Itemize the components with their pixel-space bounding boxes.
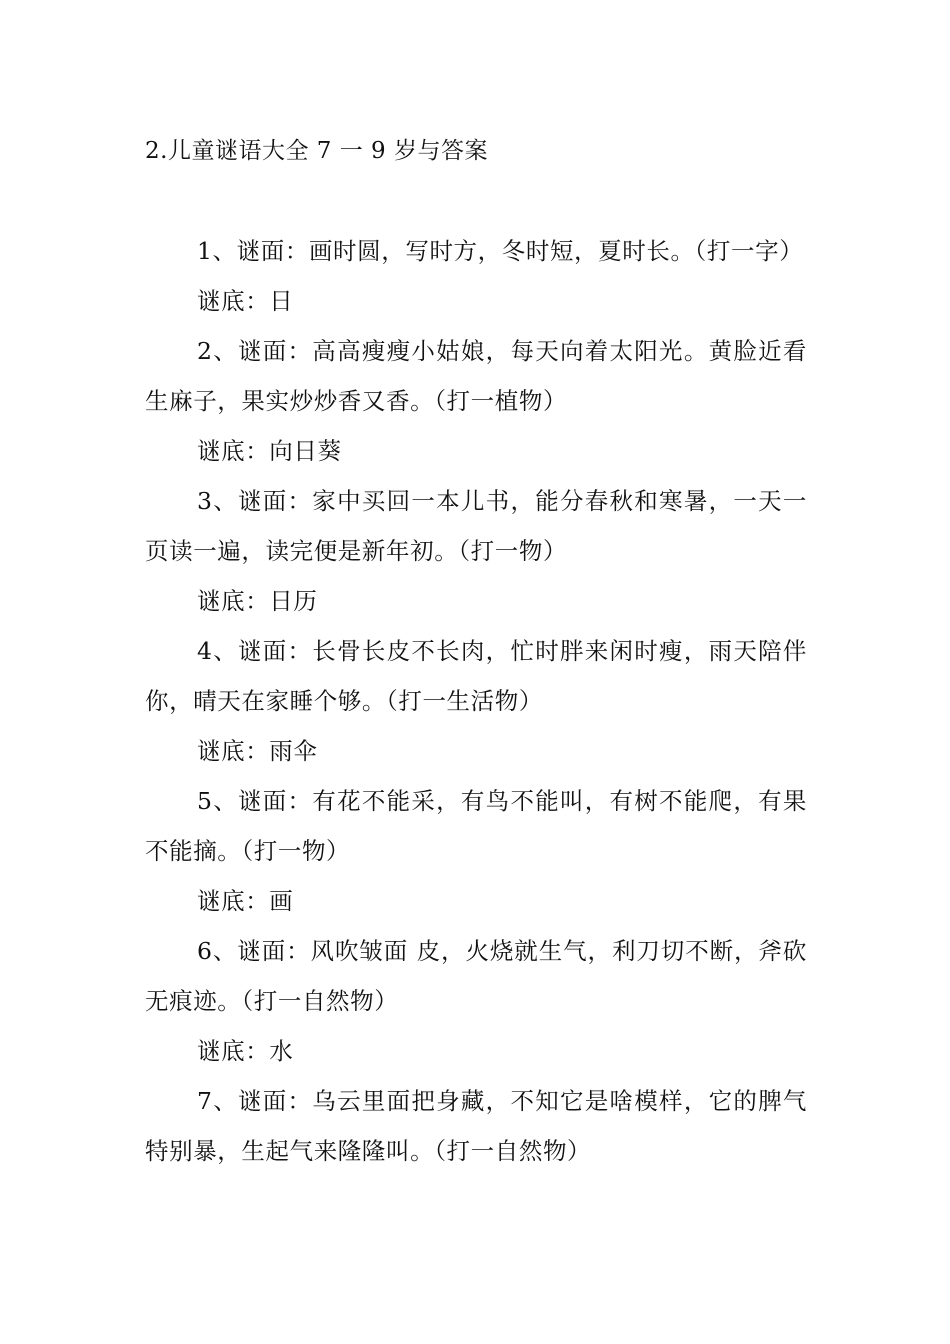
riddle-6-answer: 谜底：水 bbox=[197, 1037, 294, 1065]
riddle-2-question: 2、谜面：高高瘦瘦小姑娘，每天向着太阳光。黄脸近看生麻子，果实炒炒香又香。（打一植物） bbox=[145, 337, 807, 415]
riddle-2-answer: 谜底：向日葵 bbox=[197, 437, 342, 465]
riddle-3-question: 3、谜面：家中买回一本儿书，能分春秋和寒暑，一天一页读一遍，读完便是新年初。（打一物） bbox=[145, 487, 807, 565]
riddle-5-answer: 谜底：画 bbox=[197, 887, 294, 915]
riddle-1-question: 1、谜面：画时圆，写时方，冬时短，夏时长。（打一字） bbox=[197, 237, 804, 265]
riddle-1-answer: 谜底：日 bbox=[197, 287, 294, 315]
riddle-4-question: 4、谜面：长骨长皮不长肉，忙时胖来闲时瘦，雨天陪伴你，晴天在家睡个够。（打一生活物） bbox=[145, 637, 807, 715]
document-title: 2.儿童谜语大全 7 一 9 岁与答案 bbox=[145, 138, 488, 164]
riddle-4-answer: 谜底：雨伞 bbox=[197, 737, 318, 765]
riddle-3-answer: 谜底：日历 bbox=[197, 587, 318, 615]
riddle-7-question: 7、谜面：乌云里面把身藏，不知它是啥模样，它的脾气特别暴，生起气来隆隆叫。（打一自然物） bbox=[145, 1087, 807, 1165]
riddle-5-question: 5、谜面：有花不能采，有鸟不能叫，有树不能爬，有果不能摘。（打一物） bbox=[145, 787, 807, 865]
riddle-6-question: 6、谜面：风吹皱面 皮，火烧就生气，利刀切不断，斧砍无痕迹。（打一自然物） bbox=[145, 937, 807, 1015]
riddle-list bbox=[145, 226, 807, 1176]
